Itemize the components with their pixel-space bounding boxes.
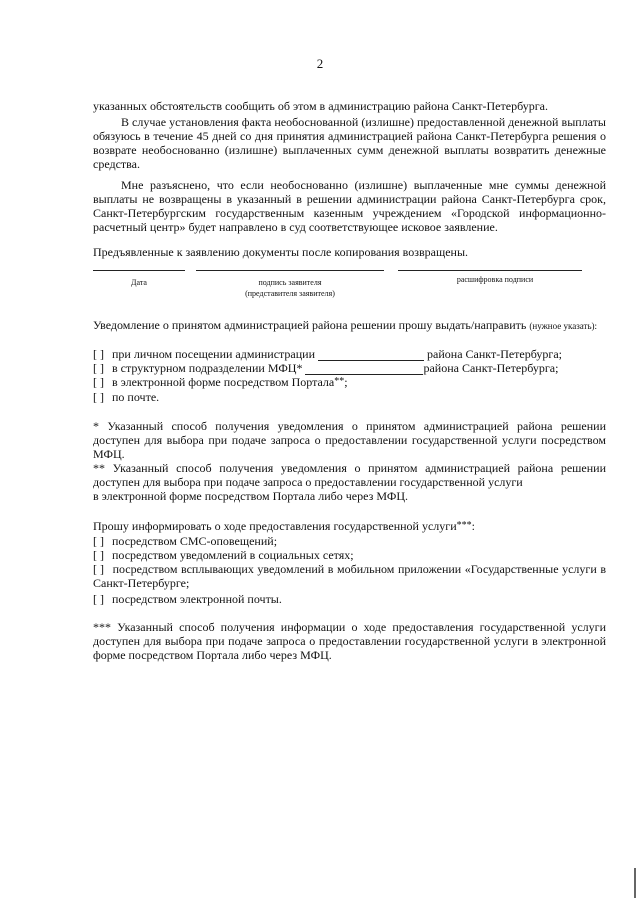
paragraph-court-warning: Мне разъяснено, что если необоснованно (излишне) выплаченные мне суммы денежной выплаты не возвращены в указанный в решении администрации района Санкт-Петербурга срок, Санкт-Петербургским государственным казенным учреждением «Городской информационно-расчетный центр» будет направлено в суд соответствующее исковое заявление. <box>93 178 606 234</box>
notice-option-mail-text: по почте. <box>112 390 160 404</box>
scan-edge-mark <box>634 868 636 898</box>
notice-option-portal <box>93 375 606 389</box>
notice-heading-note: (нужное указать): <box>529 321 598 331</box>
checkbox-mail[interactable]: [ ] <box>93 390 104 404</box>
checkbox-visit[interactable]: [ ] <box>93 347 104 361</box>
footnote-portal <box>93 461 606 503</box>
notice-option-portal-stars: ** <box>334 376 345 387</box>
district-blank-mfc[interactable] <box>305 362 423 375</box>
signature-caption-line1: подпись заявителя <box>258 278 322 287</box>
inform-heading-stars: *** <box>456 520 472 531</box>
notice-option-visit <box>93 347 606 361</box>
inform-option-social <box>93 548 606 562</box>
page-number: 2 <box>316 56 324 71</box>
notice-option-portal-end: ; <box>344 375 348 389</box>
signature-line <box>196 270 384 271</box>
footnote-mfc: * Указанный способ получения уведомления о принятом администрацией района решении доступен для выбора при подаче запроса о предоставлении государственной услуги посредством МФЦ. <box>93 419 606 461</box>
inform-heading-end: : <box>471 519 475 533</box>
checkbox-social[interactable]: [ ] <box>93 548 104 562</box>
checkbox-email[interactable]: [ ] <box>93 592 104 606</box>
decoding-line <box>398 270 582 271</box>
inform-option-social-text: посредством уведомлений в социальных сетях; <box>112 548 354 562</box>
checkbox-sms[interactable]: [ ] <box>93 534 104 548</box>
inform-option-sms <box>93 534 606 548</box>
checkbox-portal[interactable]: [ ] <box>93 375 104 389</box>
inform-heading-text: Прошу информировать о ходе предоставления государственной услуги <box>93 519 457 533</box>
inform-option-app <box>93 562 606 590</box>
paragraph-refund-obligation: В случае установления факта необоснованной (излишне) предоставленной денежной выплаты обязуюсь в течение 45 дней со дня принятия администрацией района Санкт-Петербурга решения о возврате необоснованно (излишне) выплаченных сумм денежной выплаты возвратить денежные средства. <box>93 115 606 171</box>
paragraph-documents-returned: Предъявленные к заявлению документы после копирования возвращены. <box>93 245 469 259</box>
notice-option-mfc-text: в структурном подразделении МФЦ* <box>112 361 303 375</box>
checkbox-mfc[interactable]: [ ] <box>93 361 104 375</box>
date-caption: Дата <box>131 278 147 287</box>
notice-option-mail <box>93 390 606 404</box>
notice-heading <box>93 318 606 333</box>
inform-option-app-text: посредством всплывающих уведомлений в мобильном приложении «Государственные услуги в Санкт-Петербурге; <box>93 562 606 590</box>
footnote-portal-line2: в электронной форме посредством Портала либо через МФЦ. <box>93 489 408 503</box>
notice-option-visit-suffix: района Санкт-Петербурга; <box>427 347 562 361</box>
notice-option-visit-text: при личном посещении администрации <box>112 347 316 361</box>
inform-option-email-text: посредством электронной почты. <box>112 592 282 606</box>
paragraph-obligation-continued: указанных обстоятельств сообщить об этом в администрацию района Санкт-Петербурга. <box>93 99 548 113</box>
notice-option-portal-text: в электронной форме посредством Портала <box>112 375 335 389</box>
checkbox-app[interactable]: [ ] <box>93 562 104 576</box>
notice-option-mfc <box>93 361 606 375</box>
district-blank-visit[interactable] <box>318 348 424 361</box>
signature-caption-line2: (представителя заявителя) <box>245 289 335 298</box>
inform-option-sms-text: посредством СМС-оповещений; <box>112 534 278 548</box>
date-line <box>93 270 185 271</box>
notice-option-mfc-suffix: района Санкт-Петербурга; <box>423 361 559 375</box>
footnote-inform: *** Указанный способ получения информации о ходе предоставления государственной услуги доступен для выбора при подаче запроса о предоставлении государственной услуги в электронной форме посредством Портала либо через МФЦ. <box>93 620 606 662</box>
footnote-portal-line1: ** Указанный способ получения уведомления о принятом администрацией района решении доступен для выбора при подаче запроса о предоставлении государственной услуги <box>93 461 606 489</box>
inform-option-email <box>93 592 606 606</box>
notice-heading-text: Уведомление о принятом администрацией района решении прошу выдать/направить <box>93 318 527 332</box>
signature-caption <box>200 277 380 299</box>
decoding-caption: расшифровка подписи <box>456 275 534 284</box>
inform-heading <box>93 519 606 533</box>
